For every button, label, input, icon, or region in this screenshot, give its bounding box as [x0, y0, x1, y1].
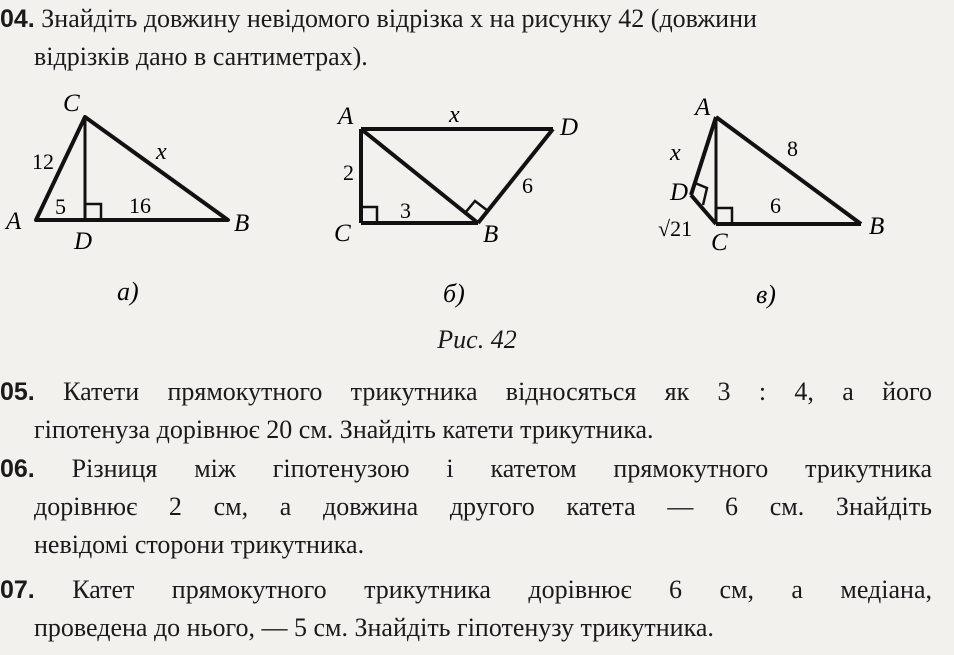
side-bd: [478, 129, 553, 223]
figure-c: [658, 94, 884, 309]
problem-05-line-2: гіпотенуза дорівнює 20 см. Знайдіть катети трикутника.: [34, 415, 654, 444]
figure-b: [334, 102, 578, 308]
length-bd: 6: [522, 173, 533, 198]
point-label-b: B: [869, 213, 885, 240]
point-label-a: A: [338, 103, 354, 130]
length-ad: 5: [55, 194, 66, 219]
point-label-b: B: [234, 210, 250, 237]
side-ab: [716, 117, 861, 224]
side-ab: [361, 129, 478, 223]
problem-number: 07.: [0, 576, 35, 604]
right-angle-mark-c: [361, 207, 377, 223]
length-cb: x: [156, 139, 167, 165]
figure-label-c: в): [756, 280, 776, 309]
right-angle-mark: [85, 204, 101, 220]
length-ad: x: [449, 102, 460, 128]
figure-label-b: б): [443, 279, 465, 308]
length-ac: 12: [32, 149, 54, 174]
point-label-b: B: [483, 221, 499, 248]
problem-06-line-1: [0, 450, 932, 488]
problem-04-line-2: відрізків дано в сантиметрах).: [34, 42, 368, 71]
length-db: 16: [129, 193, 151, 218]
length-ab: 8: [787, 136, 798, 161]
length-ac: 2: [343, 160, 354, 185]
problem-06-line-3: невідомі сторони трикутника.: [34, 530, 365, 559]
figure-label-a: а): [117, 277, 139, 306]
problem-04: [0, 0, 932, 76]
length-cb: 6: [770, 193, 781, 218]
problem-number: 06.: [0, 455, 35, 483]
problem-07-line-2: проведена до нього, — 5 см. Знайдіть гіпотенузу трикутника.: [34, 613, 714, 642]
point-label-a: A: [6, 208, 22, 235]
problem-text: Катет прямокутного трикутника дорівнює 6 см, а медіана,: [72, 575, 933, 604]
problem-07: [0, 571, 932, 647]
problem-05-line-1: [0, 373, 932, 411]
problem-text: Катети прямокутного трикутника відносяться як 3 : 4, а його: [63, 377, 933, 406]
problem-07-line-1: [0, 571, 932, 609]
point-label-c: C: [334, 220, 351, 247]
point-label-d: D: [560, 114, 579, 141]
point-label-d: D: [670, 179, 689, 206]
right-angle-mark-c: [716, 208, 732, 224]
problem-06: [0, 450, 932, 564]
point-label-a: A: [695, 94, 711, 121]
problem-04-line-1: [0, 0, 932, 38]
length-cb: 3: [400, 198, 411, 223]
problem-number: 04.: [0, 5, 35, 33]
point-label-c: C: [63, 90, 80, 117]
problem-text: Знайдіть довжину невідомого відрізка x на рисунку 42 (довжини: [41, 4, 757, 33]
figure-caption: Рис. 42: [437, 325, 517, 354]
length-dc: √21: [658, 216, 693, 241]
figure-42: [0, 90, 954, 360]
figure-a: [4, 90, 249, 306]
right-angle-mark-b: [465, 201, 488, 213]
problem-number: 05.: [0, 378, 35, 406]
point-label-c: C: [711, 229, 728, 256]
length-ad: x: [670, 140, 681, 166]
problem-text: Різниця між гіпотенузою і катетом прямокутного трикутника: [71, 454, 933, 483]
side-ad: [691, 117, 716, 195]
problem-05: [0, 373, 932, 449]
problem-06-line-2: дорівнює 2 см, а довжина другого катета — 6 см. Знайдіть: [34, 492, 932, 521]
point-label-d: D: [74, 228, 93, 255]
